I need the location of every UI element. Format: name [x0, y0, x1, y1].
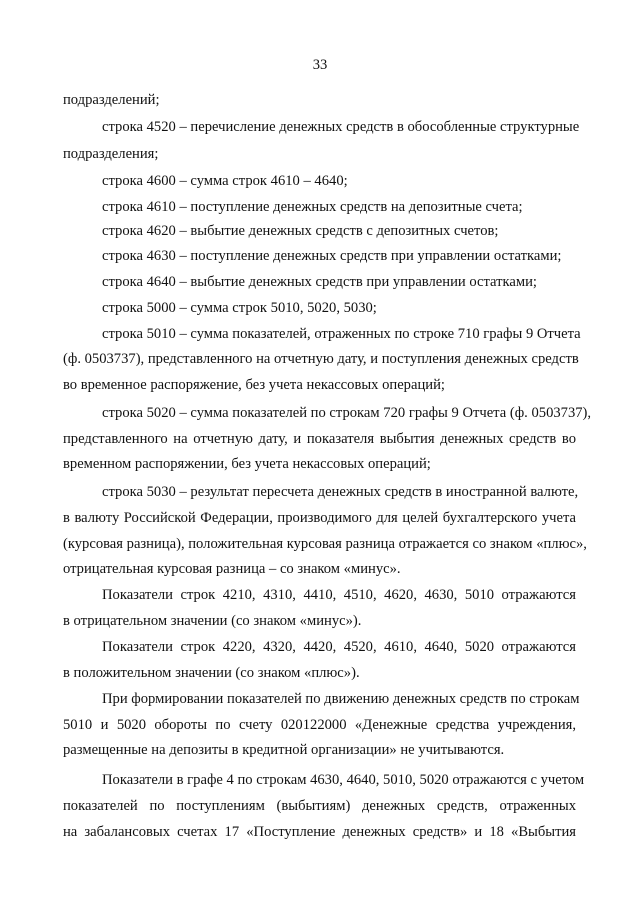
text-line: строка 5000 – сумма строк 5010, 5020, 5030;: [102, 300, 377, 316]
text-line: Показатели строк 4220, 4320, 4420, 4520, 4610, 4640, 5020 отражаются: [102, 639, 576, 655]
text-line: подразделения;: [63, 146, 159, 162]
text-line: Показатели в графе 4 по строкам 4630, 4640, 5010, 5020 отражаются с учетом: [102, 772, 585, 788]
text-line: строка 4610 – поступление денежных средств на депозитные счета;: [102, 199, 523, 215]
text-line: подразделений;: [63, 92, 160, 108]
text-line: строка 4620 – выбытие денежных средств с депозитных счетов;: [102, 223, 499, 239]
text-line: во временное распоряжение, без учета некассовых операций;: [63, 377, 445, 393]
text-line: 5010 и 5020 обороты по счету 020122000 «Денежные средства учреждения,: [63, 717, 576, 733]
text-line: отрицательная курсовая разница – со знаком «минус».: [63, 561, 401, 577]
text-line: строка 4520 – перечисление денежных средств в обособленные структурные: [102, 119, 580, 135]
text-line: показателей по поступлениям (выбытиям) денежных средств, отраженных: [63, 798, 576, 814]
text-line: строка 4600 – сумма строк 4610 – 4640;: [102, 173, 348, 189]
text-line: строка 4640 – выбытие денежных средств при управлении остатками;: [102, 274, 537, 290]
text-line: размещенные на депозиты в кредитной организации» не учитываются.: [63, 742, 505, 758]
text-line: в отрицательном значении (со знаком «минус»).: [63, 613, 362, 629]
text-line: на забалансовых счетах 17 «Поступление денежных средств» и 18 «Выбытия: [63, 824, 576, 840]
text-line: представленного на отчетную дату, и показателя выбытия денежных средств во: [63, 431, 576, 447]
page-number: 33: [312, 57, 328, 73]
text-line: (ф. 0503737), представленного на отчетную дату, и поступления денежных средств: [63, 351, 579, 367]
text-line: При формировании показателей по движению денежных средств по строкам: [102, 691, 580, 707]
text-line: (курсовая разница), положительная курсовая разница отражается со знаком «плюс»,: [63, 536, 587, 552]
text-line: строка 5010 – сумма показателей, отраженных по строке 710 графы 9 Отчета: [102, 326, 581, 342]
text-line: в положительном значении (со знаком «плюс»).: [63, 665, 360, 681]
text-line: строка 5020 – сумма показателей по строкам 720 графы 9 Отчета (ф. 0503737),: [102, 405, 592, 421]
text-line: в валюту Российской Федерации, производимого для целей бухгалтерского учета: [63, 510, 576, 526]
text-line: временном распоряжении, без учета некассовых операций;: [63, 456, 431, 472]
text-line: строка 4630 – поступление денежных средств при управлении остатками;: [102, 248, 562, 264]
text-line: строка 5030 – результат пересчета денежных средств в иностранной валюте,: [102, 484, 579, 500]
text-line: Показатели строк 4210, 4310, 4410, 4510, 4620, 4630, 5010 отражаются: [102, 587, 576, 603]
